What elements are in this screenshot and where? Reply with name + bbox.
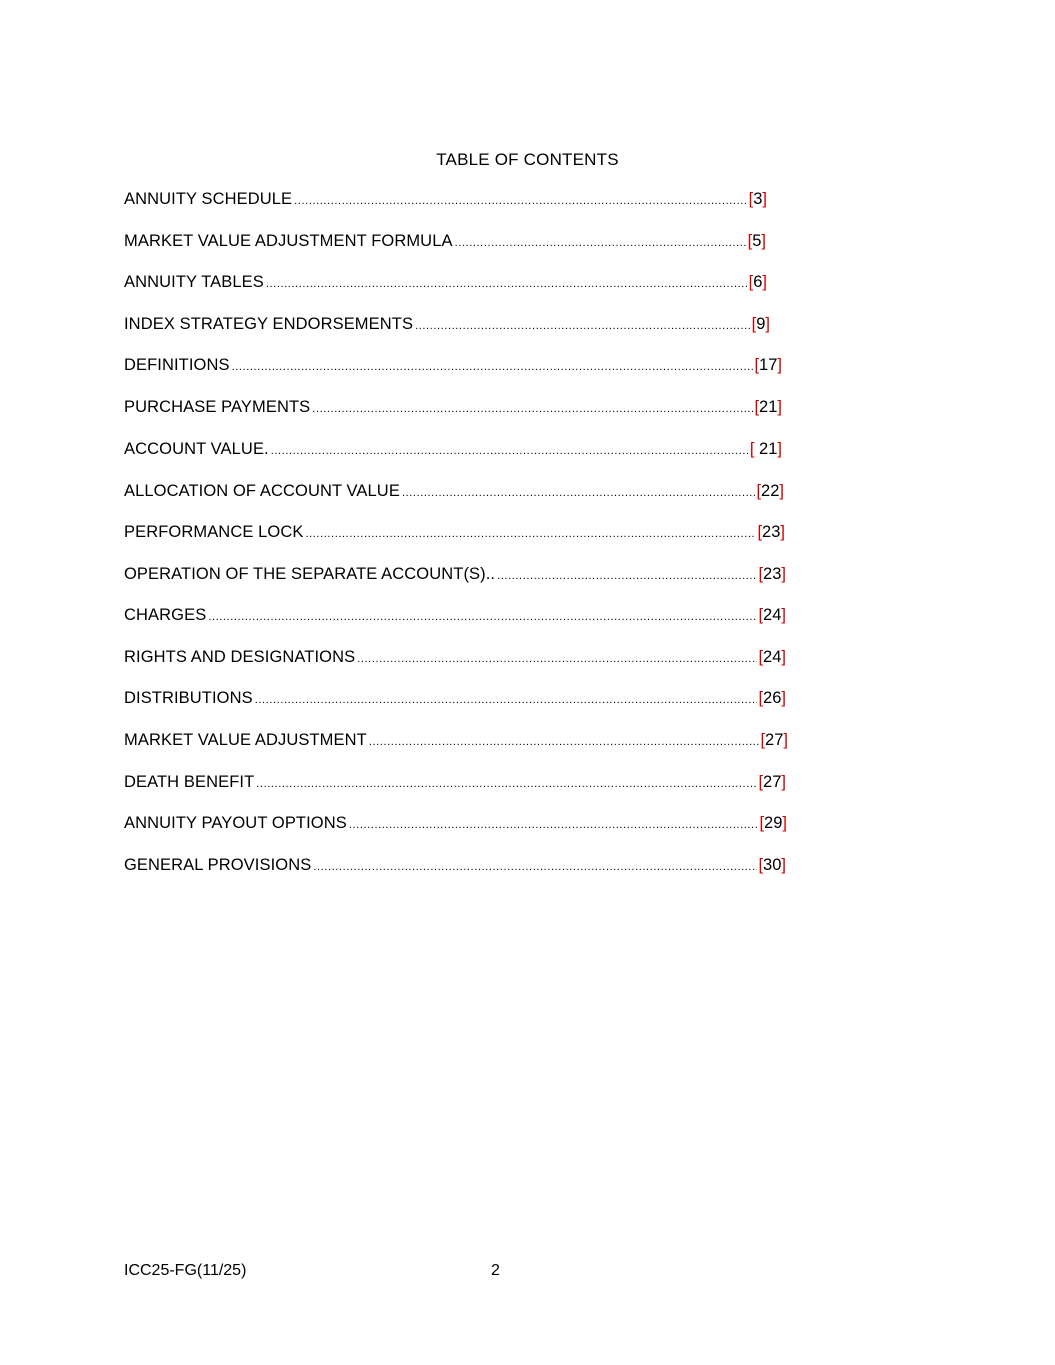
- toc-dot-leader: [255, 694, 758, 706]
- toc-entry: [124, 190, 767, 214]
- toc-dot-leader: [294, 195, 747, 207]
- toc-entry-page: [6]: [748, 273, 767, 291]
- toc-entry: [124, 856, 786, 880]
- toc-entry: [124, 440, 782, 464]
- toc-entry-label: CHARGES: [124, 606, 207, 624]
- toc-entry-label: GENERAL PROVISIONS: [124, 856, 312, 874]
- toc-entry: [124, 773, 786, 797]
- footer-page-number: 2: [491, 1262, 500, 1279]
- toc-entry: [124, 273, 767, 297]
- toc-entry-page: [5]: [747, 232, 766, 250]
- toc-entry-label: ANNUITY SCHEDULE: [124, 190, 293, 208]
- toc-entry: [124, 689, 786, 713]
- toc-dot-leader: [455, 237, 747, 249]
- toc-entry-label: PURCHASE PAYMENTS: [124, 398, 311, 416]
- toc-dot-leader: [497, 570, 757, 582]
- toc-entry: [124, 731, 788, 755]
- toc-dot-leader: [312, 403, 753, 415]
- toc-entry-page: [9]: [751, 315, 770, 333]
- toc-entry-page: [26]: [758, 689, 786, 707]
- toc-entry: [124, 565, 786, 589]
- toc-dot-leader: [415, 320, 751, 332]
- toc-dot-leader: [313, 861, 757, 873]
- toc-entry-label: DEFINITIONS: [124, 356, 230, 374]
- toc-entry-page: [21]: [754, 398, 782, 416]
- toc-dot-leader: [305, 528, 756, 540]
- toc-dot-leader: [369, 736, 760, 748]
- toc-entry-label: PERFORMANCE LOCK: [124, 523, 304, 541]
- toc-dot-leader: [271, 445, 749, 457]
- toc-dot-leader: [357, 653, 757, 665]
- toc-entry-label: RIGHTS AND DESIGNATIONS: [124, 648, 356, 666]
- toc-entry-label: DISTRIBUTIONS: [124, 689, 253, 707]
- toc-entry-label: OPERATION OF THE SEPARATE ACCOUNT(S)..: [124, 565, 496, 583]
- toc-entry: [124, 398, 782, 422]
- toc-entry-page: [22]: [756, 482, 784, 500]
- toc-entry-page: [17]: [754, 356, 782, 374]
- toc-entry-page: [27]: [758, 773, 786, 791]
- toc-entry: [124, 814, 787, 838]
- toc-dot-leader: [349, 819, 759, 831]
- toc-dot-leader: [232, 361, 754, 373]
- toc-dot-leader: [256, 778, 757, 790]
- toc-entry: [124, 356, 782, 380]
- toc-entry-page: [ 21]: [749, 440, 782, 458]
- toc-entry-page: [23]: [758, 565, 786, 583]
- toc-entry-page: [27]: [760, 731, 788, 749]
- toc-entry-label: MARKET VALUE ADJUSTMENT FORMULA: [124, 232, 453, 250]
- toc-dot-leader: [402, 487, 756, 499]
- toc-entry-label: ALLOCATION OF ACCOUNT VALUE: [124, 482, 400, 500]
- page-title: TABLE OF CONTENTS: [436, 150, 619, 169]
- toc-entry-page: [29]: [759, 814, 787, 832]
- toc-entry-label: ANNUITY PAYOUT OPTIONS: [124, 814, 347, 832]
- toc-entry: [124, 523, 785, 547]
- toc-dot-leader: [266, 278, 748, 290]
- toc-entry-page: [23]: [757, 523, 785, 541]
- toc-entry: [124, 232, 766, 256]
- toc-entry: [124, 606, 786, 630]
- toc-entry: [124, 315, 770, 339]
- toc-entry-label: DEATH BENEFIT: [124, 773, 255, 791]
- toc-entry: [124, 482, 784, 506]
- toc-entry-page: [30]: [758, 856, 786, 874]
- toc-dot-leader: [208, 611, 757, 623]
- toc-entry-label: INDEX STRATEGY ENDORSEMENTS: [124, 315, 414, 333]
- toc-entry: [124, 648, 786, 672]
- toc-entry-page: [3]: [748, 190, 767, 208]
- toc-entry-label: ACCOUNT VALUE.: [124, 440, 269, 458]
- footer-form-code: ICC25-FG(11/25): [124, 1262, 247, 1279]
- toc-entry-label: MARKET VALUE ADJUSTMENT: [124, 731, 367, 749]
- toc-entry-label: ANNUITY TABLES: [124, 273, 264, 291]
- toc-entry-page: [24]: [758, 606, 786, 624]
- toc-entry-page: [24]: [758, 648, 786, 666]
